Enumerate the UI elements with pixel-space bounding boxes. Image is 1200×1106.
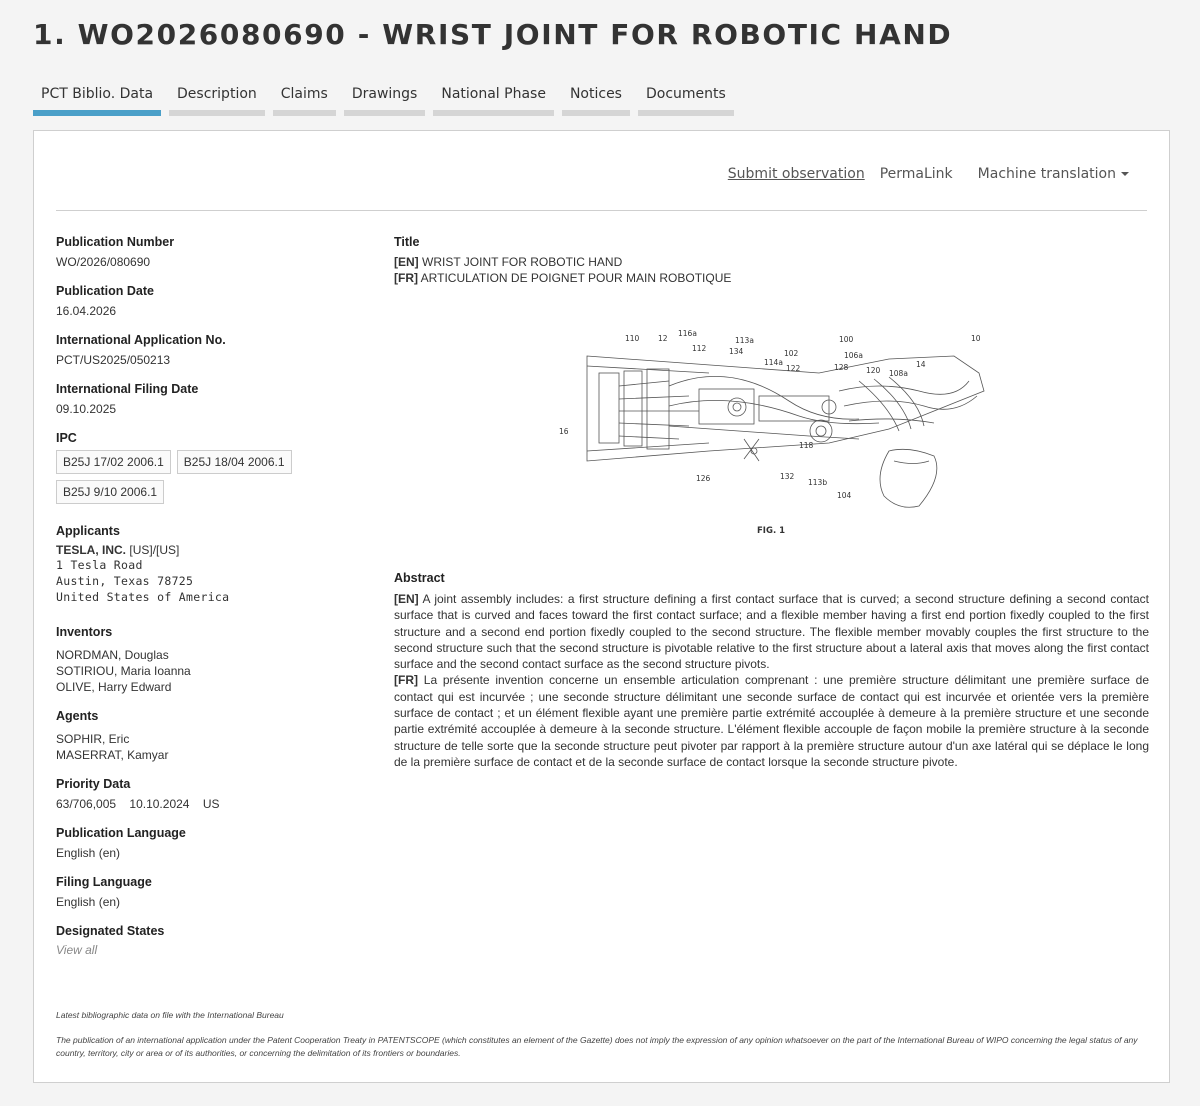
abstract-fr-text: La présente invention concerne un ensemble articulation comprenant : une première structure délimitant une première surface de contact qui est incurvée ; une seconde structure délimitant une seconde surface de contact qui est incurvée et orientée vers la première surface de contact ; et un élément flexible ayant une première partie extrémité accouplée à demeure à la première structure et une seconde partie extrémité accouplée à demeure à la seconde structure. L'élément flexible accouple de façon mobile la première structure à la seconde structure de telle sorte que la seconde structure peut pivoter par rapport à la première structure autour d'un axe latéral qui se déplace le long de la première surface de contact et de la seconde surface de contact lorsque la seconde structure pivote.: [394, 673, 1149, 769]
applicant-address-line: Austin, Texas 78725: [56, 574, 194, 588]
field-filing-date: International Filing Date 09.10.2025: [56, 382, 376, 417]
field-designated-states: Designated States View all: [56, 924, 376, 957]
field-agents: Agents SOPHIR, Eric MASERRAT, Kamyar: [56, 709, 376, 763]
agent-name: SOPHIR, Eric: [56, 732, 130, 746]
biblio-column: [56, 235, 376, 971]
machine-translation-dropdown[interactable]: [978, 166, 1129, 182]
figure-ref: 113a: [735, 336, 754, 345]
abstract-en-text: A joint assembly includes: a first structure defining a first contact surface that is curved; a second structure defining a second contact surface that is curved and faces toward the first contact surface; and a flexible member having a first end portion fixedly coupled to the first structure and a second end portion fixedly coupled to the second structure. The flexible member movably couples the first structure to the second structure such that the second structure is pivotable relative to the first structure about a lateral axis that moves along the first contact surface and the second contact surface as the second structure pivots.: [394, 592, 1150, 672]
figure-ref: 128: [834, 363, 849, 372]
filing-language-value: English (en): [56, 895, 121, 909]
figure-ref: 114a: [764, 358, 783, 367]
ipc-code[interactable]: B25J 9/10 2006.1: [56, 480, 164, 504]
field-publication-date: Publication Date 16.04.2026: [56, 284, 376, 319]
application-no-value: PCT/US2025/050213: [56, 353, 171, 367]
submit-observation-link[interactable]: Submit observation: [727, 166, 865, 182]
caret-down-icon: [1121, 172, 1129, 176]
tab-notices[interactable]: Notices: [562, 86, 630, 116]
priority-date: 10.10.2024: [129, 797, 190, 811]
figure-ref: 122: [786, 364, 801, 373]
field-application-no: International Application No. PCT/US2025/050213: [56, 333, 376, 368]
applicant-address-line: 1 Tesla Road: [56, 558, 143, 572]
field-priority: Priority Data 63/706,005 10.10.2024 US: [56, 777, 220, 811]
figure-ref: 102: [784, 349, 799, 358]
tab-national-phase[interactable]: National Phase: [433, 86, 554, 116]
figure-ref: 108a: [889, 369, 908, 378]
divider: [56, 210, 1147, 211]
ipc-code[interactable]: B25J 18/04 2006.1: [177, 450, 292, 474]
field-applicants: Applicants TESLA, INC. [US]/[US] 1 Tesla Road Austin, Texas 78725 United States of America: [56, 524, 376, 605]
figure-ref: 112: [692, 344, 707, 353]
figure-ref: 10: [971, 334, 981, 343]
page-title: 1. WO2026080690 - WRIST JOINT FOR ROBOTIC HAND: [33, 18, 953, 51]
tab-claims[interactable]: Claims: [273, 86, 336, 116]
figure-ref: 14: [916, 360, 926, 369]
inventor-name: SOTIRIOU, Maria Ioanna: [56, 664, 191, 678]
view-all-link[interactable]: View all: [56, 943, 98, 957]
priority-number: 63/706,005: [56, 797, 117, 811]
publication-language-value: English (en): [56, 846, 121, 860]
tab-documents[interactable]: Documents: [638, 86, 734, 116]
figure-ref: 118: [799, 441, 814, 450]
inventor-name: OLIVE, Harry Edward: [56, 680, 172, 694]
priority-country: US: [202, 797, 220, 811]
tab-biblio[interactable]: PCT Biblio. Data: [33, 86, 161, 116]
filing-date-value: 09.10.2025: [56, 402, 117, 416]
content-panel: [33, 130, 1170, 1083]
abstract-fr: [394, 672, 1149, 770]
figure-ref: 110: [625, 334, 640, 343]
figure-ref: 100: [839, 335, 854, 344]
figure-ref: 132: [780, 472, 795, 481]
ipc-list: [56, 450, 296, 504]
publication-date-value: 16.04.2026: [56, 304, 117, 318]
lang-tag: [FR]: [394, 673, 418, 688]
figure-ref: 120: [866, 366, 881, 375]
agent-name: MASERRAT, Kamyar: [56, 748, 169, 762]
field-publication-number: Publication Number WO/2026/080690: [56, 235, 376, 270]
patent-drawing: [559, 311, 979, 546]
publication-number-value: WO/2026/080690: [56, 255, 151, 269]
field-publication-language: Publication Language English (en): [56, 826, 376, 861]
figure-ref: 134: [729, 347, 744, 356]
footer-note-disclaimer: The publication of an international application under the Patent Cooperation Treaty in PATENTSCOPE (which constitutes an element of the Gazette) does not imply the expression of any opinion whatsoever on the part of the International Bureau of WIPO concerning the legal status of any country, territory, city or area or of its authorities, or concerning the delimitation of its frontiers or boundaries.: [56, 1035, 1138, 1058]
machine-translation-label: Machine translation: [977, 166, 1116, 182]
abstract-en: [394, 591, 1149, 672]
tab-drawings[interactable]: Drawings: [344, 86, 426, 116]
title-label: Title: [394, 235, 420, 249]
toolbar: [728, 166, 1129, 182]
title-en: WRIST JOINT FOR ROBOTIC HAND: [422, 255, 623, 269]
field-ipc: IPC B25J 17/02 2006.1 B25J 18/04 2006.1 B25J 9/10 2006.1: [56, 431, 376, 504]
lang-tag: [EN]: [394, 255, 419, 269]
tab-bar: [33, 86, 734, 116]
permalink-link[interactable]: PermaLink: [879, 166, 953, 182]
figure-ref: 104: [837, 491, 852, 500]
abstract-section: [394, 571, 1149, 770]
ipc-code[interactable]: B25J 17/02 2006.1: [56, 450, 171, 474]
figure-ref: 12: [658, 334, 668, 343]
figure-ref: 113b: [808, 478, 828, 487]
footer-note-latest: Latest bibliographic data on file with the International Bureau: [56, 1010, 284, 1020]
figure-ref: 106a: [844, 351, 863, 360]
lang-tag: [EN]: [394, 592, 419, 606]
field-inventors: Inventors NORDMAN, Douglas SOTIRIOU, Maria Ioanna OLIVE, Harry Edward: [56, 625, 376, 695]
applicant-name: TESLA, INC.: [56, 543, 127, 557]
applicant-address-line: United States of America: [56, 590, 230, 604]
figure-ref: 16: [559, 427, 569, 436]
figure-caption: FIG. 1: [757, 526, 786, 536]
main-column: [394, 235, 1149, 770]
lang-tag: [FR]: [394, 271, 418, 285]
tab-description[interactable]: Description: [169, 86, 265, 116]
field-filing-language: Filing Language English (en): [56, 875, 376, 910]
abstract-label: Abstract: [394, 571, 445, 585]
figure-ref: 126: [696, 474, 711, 483]
inventor-name: NORDMAN, Douglas: [56, 648, 169, 662]
figure-ref: 116a: [678, 329, 697, 338]
title-fr: ARTICULATION DE POIGNET POUR MAIN ROBOTIQUE: [420, 271, 732, 285]
applicant-country: [US]/[US]: [129, 543, 180, 557]
